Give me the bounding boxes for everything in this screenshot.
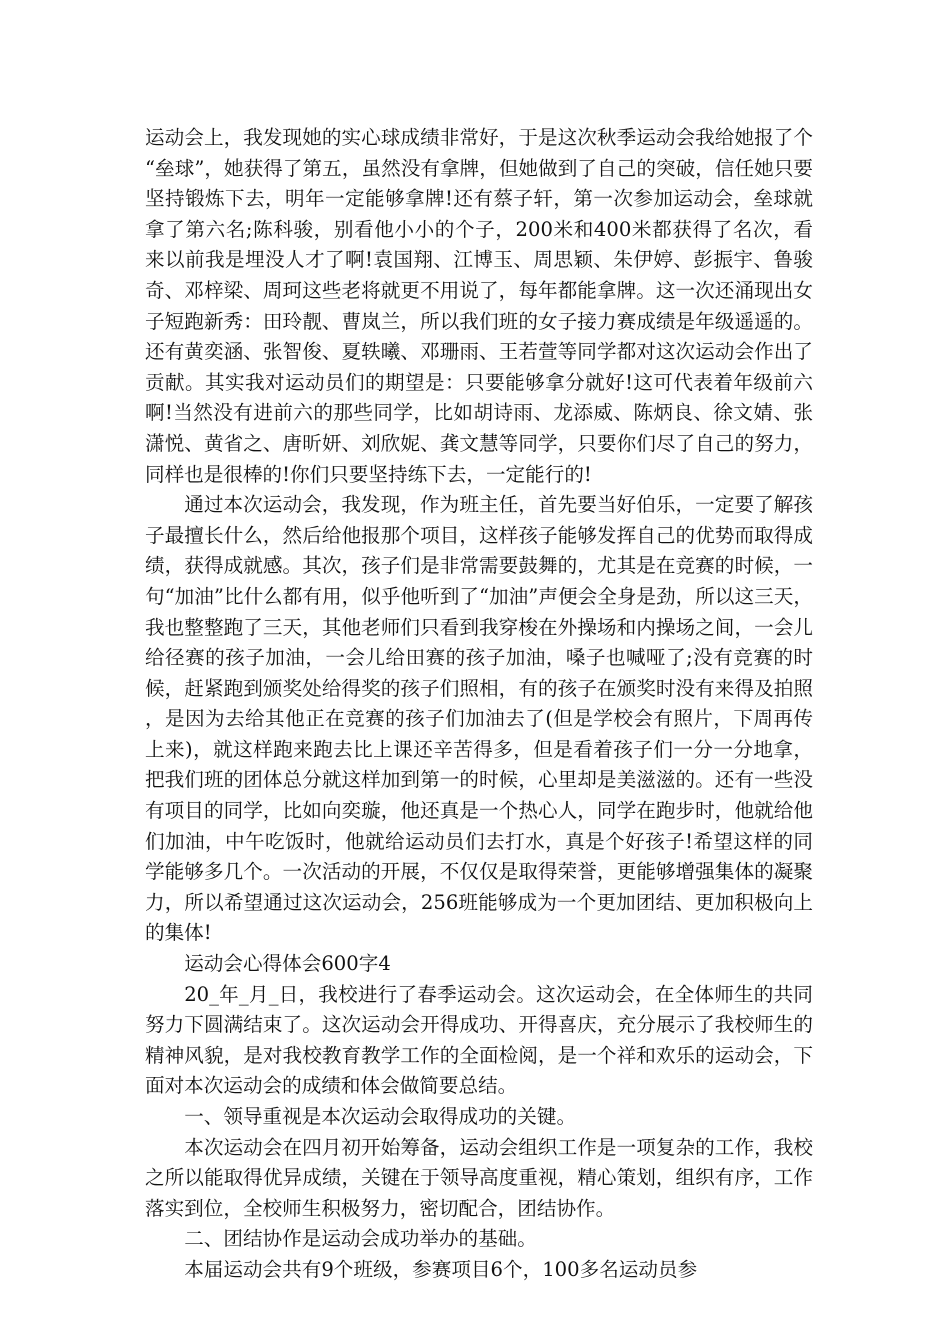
paragraph-spring-sports-meet-intro: 20_年_月_日，我校进行了春季运动会。这次运动会，在全体师生的共同努力下圆满结束了。这次运动会开得成功、开得喜庆，充分展示了我校师生的精神风貌，是对我校教育教学工作的全面检阅，是一个祥和欢乐的运动会，下面对本次运动会的成绩和体会做简要总结。: [145, 982, 813, 1098]
document-body: [145, 123, 813, 1286]
section-heading-leadership: 一、领导重视是本次运动会取得成功的关键。: [184, 1105, 577, 1128]
section-title-essay-4: 运动会心得体会600字4: [184, 952, 391, 976]
section-heading-teamwork: 二、团结协作是运动会成功举办的基础。: [184, 1227, 537, 1251]
paragraph-leadership: 本次运动会在四月初开始筹备，运动会组织工作是一项复杂的工作，我校之所以能取得优异成绩，关键在于领导高度重视，精心策划，组织有序，工作落实到位，全校师生积极努力，密切配合，团结协作。: [145, 1135, 813, 1220]
paragraph-teamwork: 本届运动会共有9个班级，参赛项目6个，100多名运动员参: [184, 1257, 698, 1281]
paragraph-head-teacher-reflection: 通过本次运动会，我发现，作为班主任，首先要当好伯乐，一定要了解孩子最擅长什么，然后给他报那个项目，这样孩子能够发挥自己的优势而取得成绩，获得成就感。其次，孩子们是非常需要鼓舞的，尤其是在竞赛的时候，一句“加油”比什么都有用，似乎他听到了“加油”声便会全身是劲，所以这三天，我也整整跑了三天，其他老师们只看到我穿梭在外操场和内操场之间，一会儿给径赛的孩子加油，一会儿给田赛的孩子加油，嗓子也喊哑了;没有竞赛的时候，赶紧跑到颁奖处给得奖的孩子们照相，有的孩子在颁奖时没有来得及拍照，是因为去给其他正在竞赛的孩子们加油去了(但是学校会有照片，下周再传上来)，就这样跑来跑去比上课还辛苦得多，但是看着孩子们一分一分地拿，把我们班的团体总分就这样加到第一的时候，心里却是美滋滋的。还有一些没有项目的同学，比如向奕璇，他还真是一个热心人，同学在跑步时，他就给他们加油，中午吃饭时，他就给运动员们去打水，真是个好孩子!希望这样的同学能够多几个。一次活动的开展，不仅仅是取得荣誉，更能够增强集体的凝聚力，所以希望通过这次运动会，256班能够成为一个更加团结、更加积极向上的集体!: [145, 493, 813, 945]
paragraph-athletes-praise: 运动会上，我发现她的实心球成绩非常好，于是这次秋季运动会我给她报了个“垒球”，她获得了第五，虽然没有拿牌，但她做到了自己的突破，信任她只要坚持锻炼下去，明年一定能够拿牌!还有蔡子轩，第一次参加运动会，垒球就拿了第六名;陈科骏，别看他小小的个子，200米和400米都获得了名次，看来以前我是埋没人才了啊!袁国翔、江博玉、周思颖、朱伊婷、彭振宇、鲁骏奇、邓梓梁、周珂这些老将就更不用说了，每年都能拿牌。这一次还涌现出女子短跑新秀：田玲靓、曹岚兰，所以我们班的女子接力赛成绩是年级遥遥的。还有黄奕涵、张智俊、夏轶曦、邓珊雨、王若萱等同学都对这次运动会作出了贡献。其实我对运动员们的期望是：只要能够拿分就好!这可代表着年级前六啊!当然没有进前六的那些同学，比如胡诗雨、龙添威、陈炳良、徐文婧、张潇悦、黄省之、唐昕妍、刘欣妮、龚文慧等同学，只要你们尽了自己的努力，同样也是很棒的!你们只要坚持练下去，一定能行的!: [145, 126, 813, 486]
